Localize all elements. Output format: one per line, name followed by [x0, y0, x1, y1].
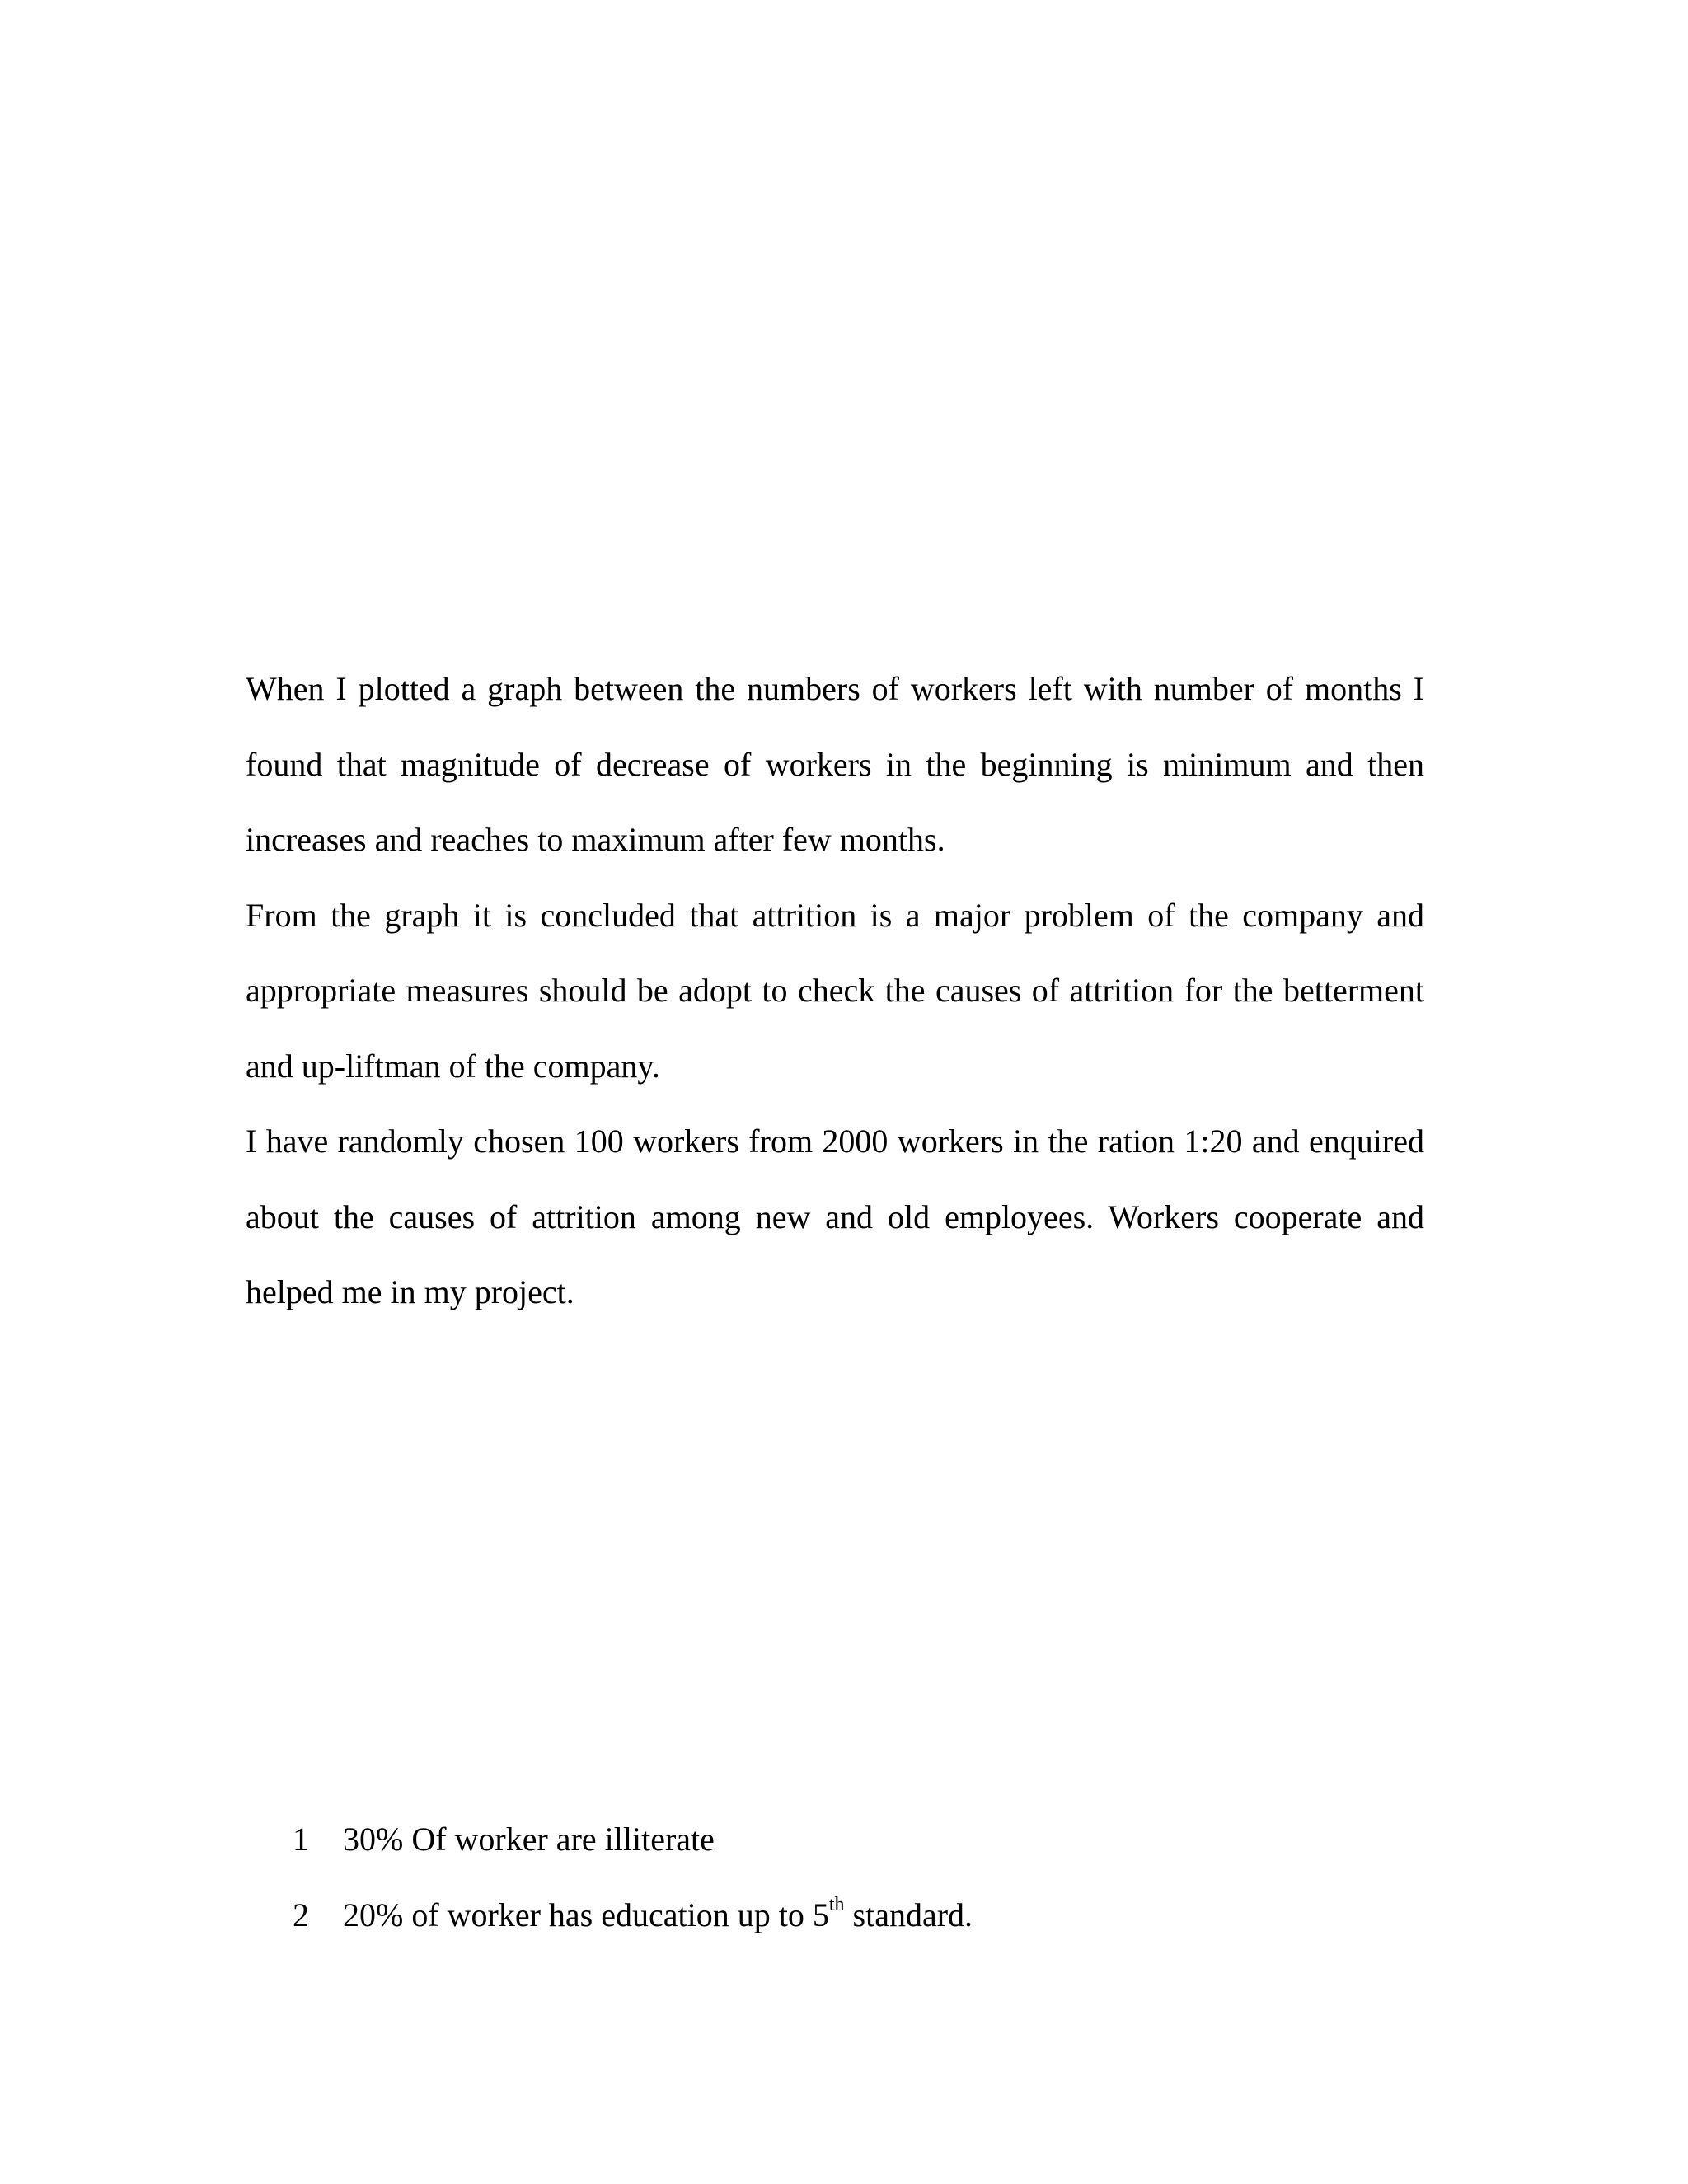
list-item-text-start: 20% of worker has education up to 5 — [343, 1896, 829, 1933]
list-number: 1 — [293, 1821, 309, 1858]
paragraph: From the graph it is concluded that attrition is a major problem of the company and appropriate measures should be adopt to check the causes of attrition for the betterment and up-liftman of the company. — [246, 896, 1424, 1085]
list-item-text: 30% Of worker are illiterate — [343, 1821, 715, 1858]
list-item-text-end: standard. — [844, 1896, 973, 1933]
list-item — [293, 1802, 1364, 1877]
ordinal-superscript: th — [828, 1894, 845, 1916]
list-item — [293, 1877, 1364, 1953]
paragraph: When I plotted a graph between the numbers of workers left with number of months I found that magnitude of decrease of workers in the beginning is minimum and then increases and reaches to maximum after few months. — [246, 670, 1424, 858]
body-text — [246, 651, 1424, 1330]
list-item-text — [343, 1877, 973, 1953]
numbered-list — [293, 1802, 1364, 1952]
paragraph: I have randomly chosen 100 workers from 2000 workers in the ration 1:20 and enquired about the causes of attrition among new and old employees. Workers cooperate and helped me in my project. — [246, 1122, 1424, 1310]
list-number: 2 — [293, 1896, 309, 1933]
